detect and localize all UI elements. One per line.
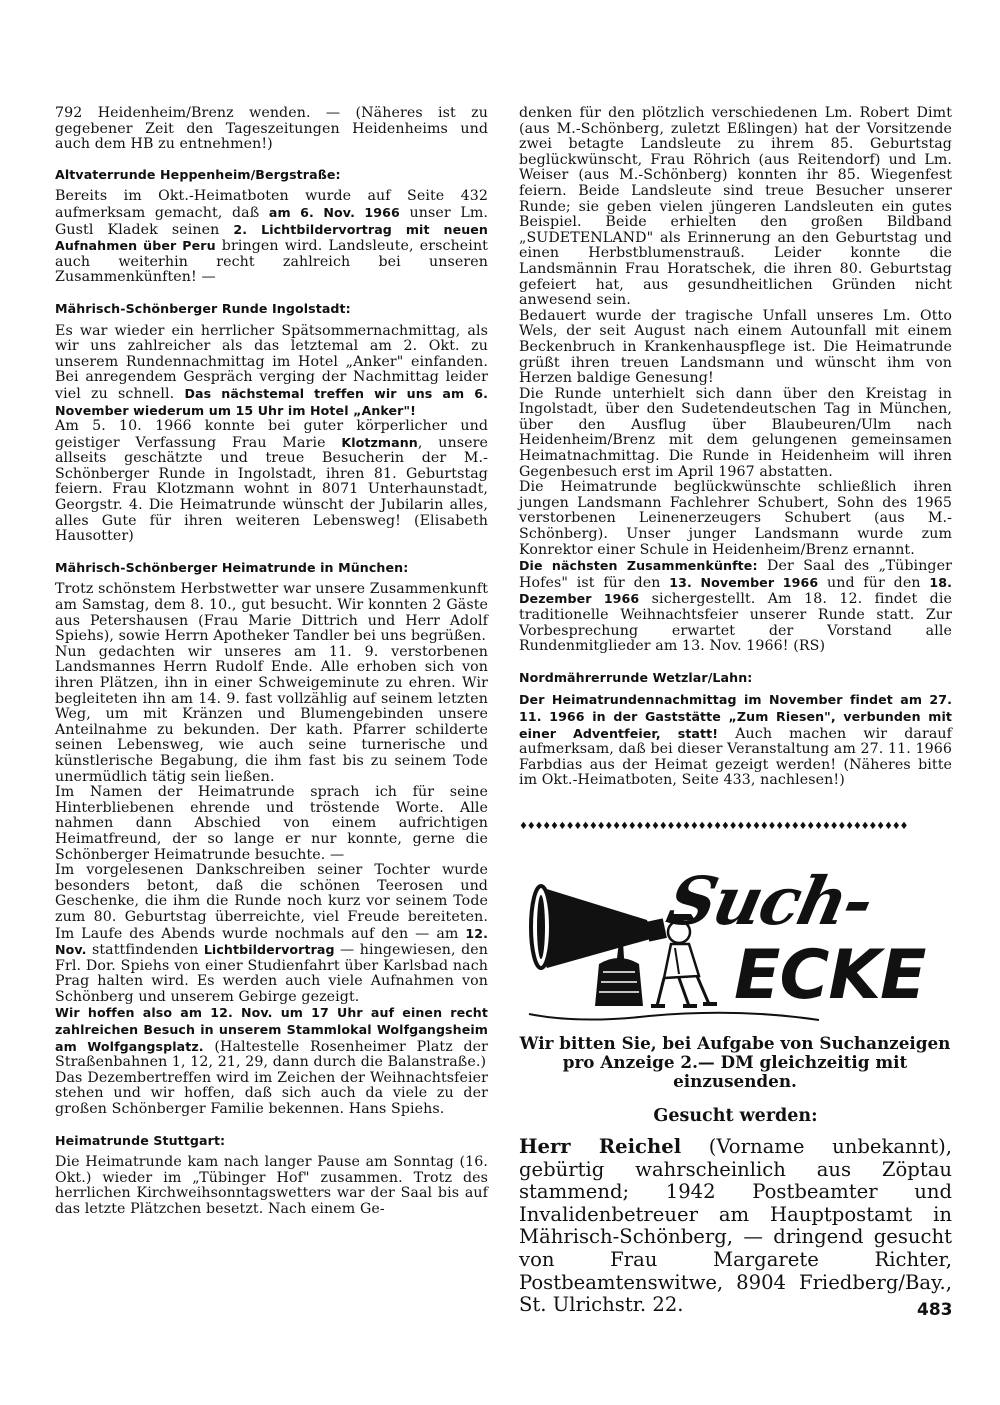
- section-text-stuttgart: Die Heimatrunde kam nach langer Pause am Sonntag (16. Okt.) wieder im „Tübinger Hof" zusammen. Trotz des herrlichen Kirchweihsonntagswetters war der Saal bis auf das letzte Plätzchen besetzt. Nach einem Ge-: [55, 1154, 488, 1217]
- wanted-heading: Gesucht werden:: [653, 1106, 818, 1126]
- search-notice: Wir bitten Sie, bei Aufgabe von Suchanzeigen pro Anzeige 2.— DM gleichzeitig mit einzusenden.: [519, 1033, 951, 1091]
- left-column: [55, 106, 488, 1218]
- section-text-heppenheim: Bereits im Okt.-Heimatboten wurde auf Seite 432 aufmerksam gemacht, daß am 6. Nov. 1966 unser Lm. Gustl Kladek seinen 2. Lichtbildervortrag mit neuen Aufnahmen über Peru bringen wird. Landsleute, erscheint auch weiterhin recht zahlreich bei unseren Zusammenkünften! —: [55, 188, 489, 286]
- section-heading-wetzlar: Nordmährerrunde Wetzlar/Lahn:: [519, 669, 753, 685]
- wanted-entry: [519, 1136, 952, 1317]
- wanted-description: (Vorname unbekannt), gebürtig wahrscheinlich aus Zöptau stammend; 1942 Postbeamter und Invalidenbetreuer am Hauptpostamt in Mährisch-Schönberg, — dringend gesucht von Frau Margarete Richter, Postbeamtenswitwe, 8904 Friedberg/Bay., St. Ulrichstr. 22.: [519, 1135, 952, 1317]
- section-text-muenchen-5: Wir hoffen also am 12. Nov. um 17 Uhr auf einen recht zahlreichen Besuch in unserem Stammlokal Wolfgangsheim am Wolfgangsplatz. (Haltestelle Rosenheimer Platz der Straßenbahnen 1, 12, 21, 29, dann durch die Balanstraße.): [55, 1005, 488, 1071]
- section-heading-heppenheim: Altvaterrunde Heppenheim/Bergstraße:: [55, 166, 341, 182]
- wanted-name: Herr Reichel: [519, 1135, 682, 1158]
- section-text-ingolstadt-1: Es war wieder ein herrlicher Spätsommernachmittag, als wir uns zahlreicher als das letztemal am 2. Okt. zu unserem Rundennachmittag im Hotel „Anker" einfanden. Bei anregendem Gespräch verging der Nachmittag leider viel zu schnell. Das nächstemal treffen wir uns am 6. November wiederum um 15 Uhr im Hotel „Anker"!: [55, 322, 488, 418]
- banner-title-such: Such-: [660, 862, 879, 940]
- banner-title-ecke: ECKE: [734, 936, 926, 1015]
- stuttgart-continued-3: Die Runde unterhielt sich dann über den Kreistag in Ingolstadt, über den Sudetendeutschen Tag in München, über den Ausflug über Blaubeuren/Ulm nach Heidenheim/Brenz mit dem gelungenen gemeinsamen Heimatnachmittag. Die Runde in Heidenheim will ihren Gegenbesuch erst im April 1967 abstatten.: [519, 385, 952, 480]
- section-text-wetzlar: Der Heimatrundennachmittag im November findet am 27. 11. 1966 in der Gaststätte „Zum Riesen", verbunden mit einer Adventfeier, statt! Auch machen wir darauf aufmerksam, daß bei dieser Veranstaltung am 27. 11. 1966 Farbdias aus der Heimat gezeigt werden! (Näheres bitte im Okt.-Heimatboten, Seite 433, nachlesen!): [519, 692, 952, 789]
- right-column: [519, 106, 952, 789]
- diamond-divider: ♦♦♦♦♦♦♦♦♦♦♦♦♦♦♦♦♦♦♦♦♦♦♦♦♦♦♦♦♦♦♦♦♦♦♦♦♦♦♦♦♦♦♦♦♦♦♦♦♦♦: [519, 821, 908, 832]
- stuttgart-continued-1: denken für den plötzlich verschiedenen Lm. Robert Dimt (aus M.-Schönberg, zuletzt Eßlingen) hat der Vorsitzende zwei betagte Landsleute zu ihrem 85. Geburtstag beglückwünscht, Frau Röhrich (aus Reitendorf) und Lm. Weiser (aus M.-Schönberg) konnten ihr 85. Wiegenfest feiern. Beide Landsleute sind treue Besucher unserer Runde; sie geben vielen jüngeren Landsleuten ein gutes Beispiel. Beide erhielten den großen Bildband „SUDETENLAND" als Erinnerung an den Geburtstag und einen Herbstblumenstrauß. Leider konnte die Landsmännin Frau Horatschek, die ihren 80. Geburtstag gefeiert hat, aus gesundheitlichen Gründen nicht anwesend sein.: [519, 105, 952, 309]
- stuttgart-continued-5: Die nächsten Zusammenkünfte: Der Saal des „Tübinger Hofes" ist für den 13. November 1966 und für den 18. Dezember 1966 sichergestellt. Am 18. 12. findet die traditionelle Weihnachtsfeier unserer Runde statt. Zur Vorbesprechung erwartet der Vorstand alle Rundenmitglieder am 13. Nov. 1966! (RS): [519, 558, 952, 655]
- section-text-muenchen-4: Im vorgelesenen Dankschreiben seiner Tochter wurde besonders betont, daß die schönen Teerosen und Geschenke, die ihm die Runde noch kurz vor seinem Tode zum 80. Geburtstag überreichte, viel Freude bereiteten. Im Laufe des Abends wurde nochmals auf den — am 12. Nov. stattfindenden Lichtbildervortrag — hingewiesen, den Frl. Dor. Spiehs von einer Studienfahrt über Karlsbad nach Prag halten wird. Es werden auch viele Aufnahmen von Schönberg und unserem Gebirge gezeigt.: [55, 862, 488, 1005]
- section-text-ingolstadt-2: Am 5. 10. 1966 konnte bei guter körperlicher und geistiger Verfassung Frau Marie Klotzmann, unsere allseits geschätzte und treue Besucherin der M.-Schönberger Runde in Ingolstadt, ihren 81. Geburtstag feiern. Frau Klotzmann wohnt in 8071 Unterhaunstadt, Georgstr. 4. Die Heimatrunde wünscht der Jubilarin alles, alles Gute für ihren weiteren Lebensweg! (Elisabeth Hausotter): [55, 418, 488, 545]
- section-heading-stuttgart: Heimatrunde Stuttgart:: [55, 1132, 226, 1148]
- stuttgart-continued-4: Die Heimatrunde beglückwünschte schließlich ihren jungen Landsmann Fachlehrer Schubert, Sohn des 1965 verstorbenen Leinenerzeugers Schubert (aus M.-Schönberg). Unser junger Landsmann wurde zum Konrektor einer Schule in Heidenheim/Brenz ernannt.: [519, 479, 952, 558]
- intro-paragraph: 792 Heidenheim/Brenz wenden. — (Näheres ist zu gegebener Zeit den Tageszeitungen Heidenheims und auch dem HB zu entnehmen!): [55, 105, 488, 153]
- section-text-muenchen-2: Nun gedachten wir unseres am 11. 9. verstorbenen Landsmannes Herrn Rudolf Ende. Alle erhoben sich von ihren Plätzen, ihn in einer Schweigeminute zu ehren. Wir begleiteten ihn am 14. 9. fast vollzählig auf seinem letzten Weg, um mit Kränzen und Blumengebinden unsere Anteilnahme zu bekunden. Der kath. Pfarrer schilderte seinen Lebensweg, wie auch seine turnerische und künstlerische Begabung, die ihm fast bis zu seinem Tode unermüdlich tätig sein ließen.: [55, 643, 488, 785]
- stuttgart-continued-2: Bedauert wurde der tragische Unfall unseres Lm. Otto Wels, der seit August nach einem Autounfall mit einem Beckenbruch in Krankenhauspflege ist. Die Heimatrunde grüßt ihren treuen Landsmann und wünscht ihm von Herzen baldige Genesung!: [519, 307, 952, 387]
- page-number: 483: [917, 1300, 953, 1320]
- section-text-muenchen-3: Im Namen der Heimatrunde sprach ich für seine Hinterbliebenen ehrende und tröstende Worte. Alle nahmen dann Abschied von einem aufrichtigen Heimatfreund, der so lange er nur konnte, gerne die Schönberger Heimatrunde besuchte. —: [55, 784, 488, 863]
- section-heading-ingolstadt: Mährisch-Schönberger Runde Ingolstadt:: [55, 300, 351, 316]
- section-text-muenchen-6: Das Dezembertreffen wird im Zeichen der Weihnachtsfeier stehen und wir hoffen, daß sich auch da viele zu der großen Schönberger Familie bekennen. Hans Spiehs.: [55, 1069, 488, 1118]
- section-heading-muenchen: Mährisch-Schönberger Heimatrunde in München:: [55, 559, 409, 575]
- section-text-muenchen-1: Trotz schönstem Herbstwetter war unsere Zusammenkunft am Samstag, dem 8. 10., gut besucht. Wir konnten 2 Gäste aus Petershausen (Frau Marie Dittrich und Herr Adolf Spiehs), sowie Herrn Apotheker Tandler bei uns begrüßen.: [55, 581, 488, 645]
- such-ecke-banner: [519, 856, 952, 1031]
